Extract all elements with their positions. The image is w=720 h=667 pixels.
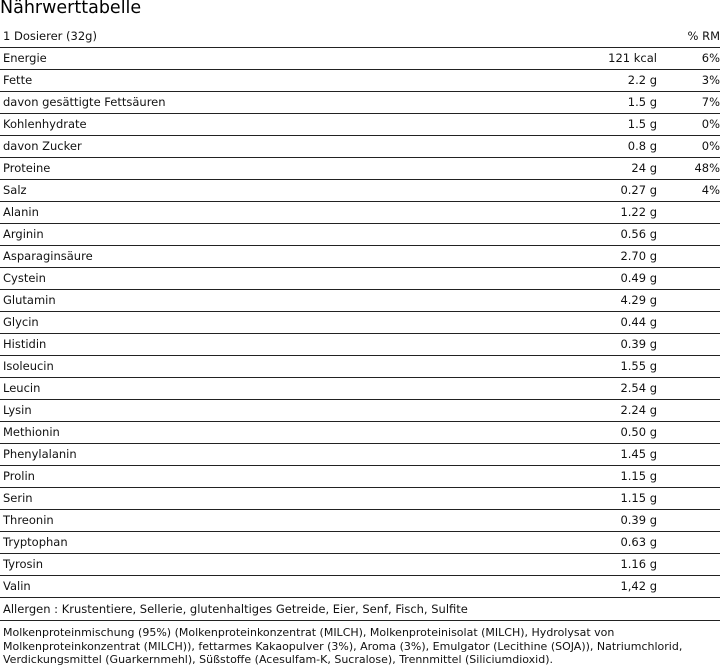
- allergens-row: [0, 599, 720, 621]
- table-row: [0, 422, 720, 444]
- table-row: [0, 312, 720, 334]
- table-row: [0, 378, 720, 400]
- nutrient-name: Glutamin: [3, 290, 56, 311]
- nutrient-name: Isoleucin: [3, 356, 54, 377]
- table-row: [0, 202, 720, 224]
- table-row: [0, 554, 720, 576]
- nutrient-name: Salz: [3, 180, 27, 201]
- nutrient-name: Kohlenhydrate: [3, 114, 87, 135]
- nutrient-amount: 1.15 g: [620, 466, 657, 487]
- nutrient-name: Proteine: [3, 158, 50, 179]
- nutrient-name: Prolin: [3, 466, 35, 487]
- nutrient-amount: 121 kcal: [608, 48, 657, 69]
- nutrient-name: Asparaginsäure: [3, 246, 93, 267]
- nutrient-name: davon gesättigte Fettsäuren: [3, 92, 166, 113]
- nutrient-name: Alanin: [3, 202, 39, 223]
- rm-column-header: % RM: [688, 26, 720, 47]
- nutrient-name: davon Zucker: [3, 136, 82, 157]
- nutrient-amount: 4.29 g: [620, 290, 657, 311]
- nutrient-rm-percent: 3%: [702, 70, 720, 91]
- nutrient-amount: 0.39 g: [620, 334, 657, 355]
- nutrient-rm-percent: 48%: [694, 158, 720, 179]
- allergens-text: Allergen : Krustentiere, Sellerie, glutenhaltiges Getreide, Eier, Senf, Fisch, Sulfite: [3, 599, 468, 620]
- nutrient-name: Energie: [3, 48, 47, 69]
- nutrient-rm-percent: 6%: [702, 48, 720, 69]
- table-row: [0, 48, 720, 70]
- nutrient-name: Phenylalanin: [3, 444, 77, 465]
- ingredients-text: Molkenproteinmischung (95%) (Molkenproteinkonzentrat (MILCH), Molkenproteinisolat (MILCH), Hydrolysat von Molkenproteinkonzentrat (MILCH)), fettarmes Kakaopulver (3%), Aroma (3%), Emulgator (Lecithine (SOJA)), Natriumchlorid, Verdickungsmittel (Guarkernmehl), Süßstoffe (Acesulfam-K, Sucralose), Trennmittel (Siliciumdioxid).: [3, 626, 718, 667]
- nutrient-amount: 0.39 g: [620, 510, 657, 531]
- table-row: [0, 158, 720, 180]
- nutrition-table: [0, 26, 720, 598]
- nutrient-amount: 1.15 g: [620, 488, 657, 509]
- nutrient-amount: 0.50 g: [620, 422, 657, 443]
- nutrient-amount: 0.63 g: [620, 532, 657, 553]
- nutrient-amount: 1.5 g: [628, 114, 657, 135]
- table-row: [0, 136, 720, 158]
- nutrient-rm-percent: 7%: [702, 92, 720, 113]
- nutrient-amount: 0.56 g: [620, 224, 657, 245]
- table-row: [0, 92, 720, 114]
- nutrient-name: Arginin: [3, 224, 44, 245]
- nutrient-name: Tyrosin: [3, 554, 43, 575]
- nutrient-name: Valin: [3, 576, 31, 597]
- table-row: [0, 488, 720, 510]
- nutrient-rm-percent: 0%: [702, 114, 720, 135]
- nutrient-name: Leucin: [3, 378, 40, 399]
- serving-size-label: 1 Dosierer (32g): [3, 26, 97, 47]
- table-row: [0, 224, 720, 246]
- table-row: [0, 290, 720, 312]
- nutrient-amount: 1.16 g: [620, 554, 657, 575]
- nutrient-amount: 2.2 g: [628, 70, 657, 91]
- table-row: [0, 356, 720, 378]
- table-row: [0, 334, 720, 356]
- nutrient-name: Tryptophan: [3, 532, 68, 553]
- nutrient-amount: 1.45 g: [620, 444, 657, 465]
- table-row: [0, 444, 720, 466]
- table-row: [0, 532, 720, 554]
- nutrient-name: Glycin: [3, 312, 39, 333]
- nutrient-amount: 0.27 g: [620, 180, 657, 201]
- page-title: Nährwerttabelle: [0, 0, 141, 19]
- table-row: [0, 114, 720, 136]
- nutrient-name: Lysin: [3, 400, 32, 421]
- nutrient-name: Cystein: [3, 268, 46, 289]
- table-row: [0, 180, 720, 202]
- nutrient-rm-percent: 0%: [702, 136, 720, 157]
- nutrient-amount: 24 g: [631, 158, 657, 179]
- table-row: [0, 466, 720, 488]
- nutrient-amount: 2.24 g: [620, 400, 657, 421]
- nutrient-amount: 1.5 g: [628, 92, 657, 113]
- nutrient-amount: 2.70 g: [620, 246, 657, 267]
- nutrient-amount: 0.49 g: [620, 268, 657, 289]
- nutrient-amount: 0.44 g: [620, 312, 657, 333]
- table-row: [0, 400, 720, 422]
- nutrient-amount: 1.55 g: [620, 356, 657, 377]
- table-row: [0, 70, 720, 92]
- nutrient-name: Serin: [3, 488, 33, 509]
- nutrient-amount: 0.8 g: [628, 136, 657, 157]
- nutrient-rm-percent: 4%: [702, 180, 720, 201]
- table-body: [0, 48, 720, 598]
- table-row: [0, 268, 720, 290]
- table-header-row: [0, 26, 720, 48]
- nutrient-name: Histidin: [3, 334, 46, 355]
- nutrient-name: Threonin: [3, 510, 54, 531]
- table-row: [0, 510, 720, 532]
- nutrient-name: Fette: [3, 70, 32, 91]
- nutrient-amount: 1.22 g: [620, 202, 657, 223]
- nutrient-amount: 2.54 g: [620, 378, 657, 399]
- table-row: [0, 246, 720, 268]
- nutrient-amount: 1,42 g: [620, 576, 657, 597]
- nutrient-name: Methionin: [3, 422, 60, 443]
- table-row: [0, 576, 720, 598]
